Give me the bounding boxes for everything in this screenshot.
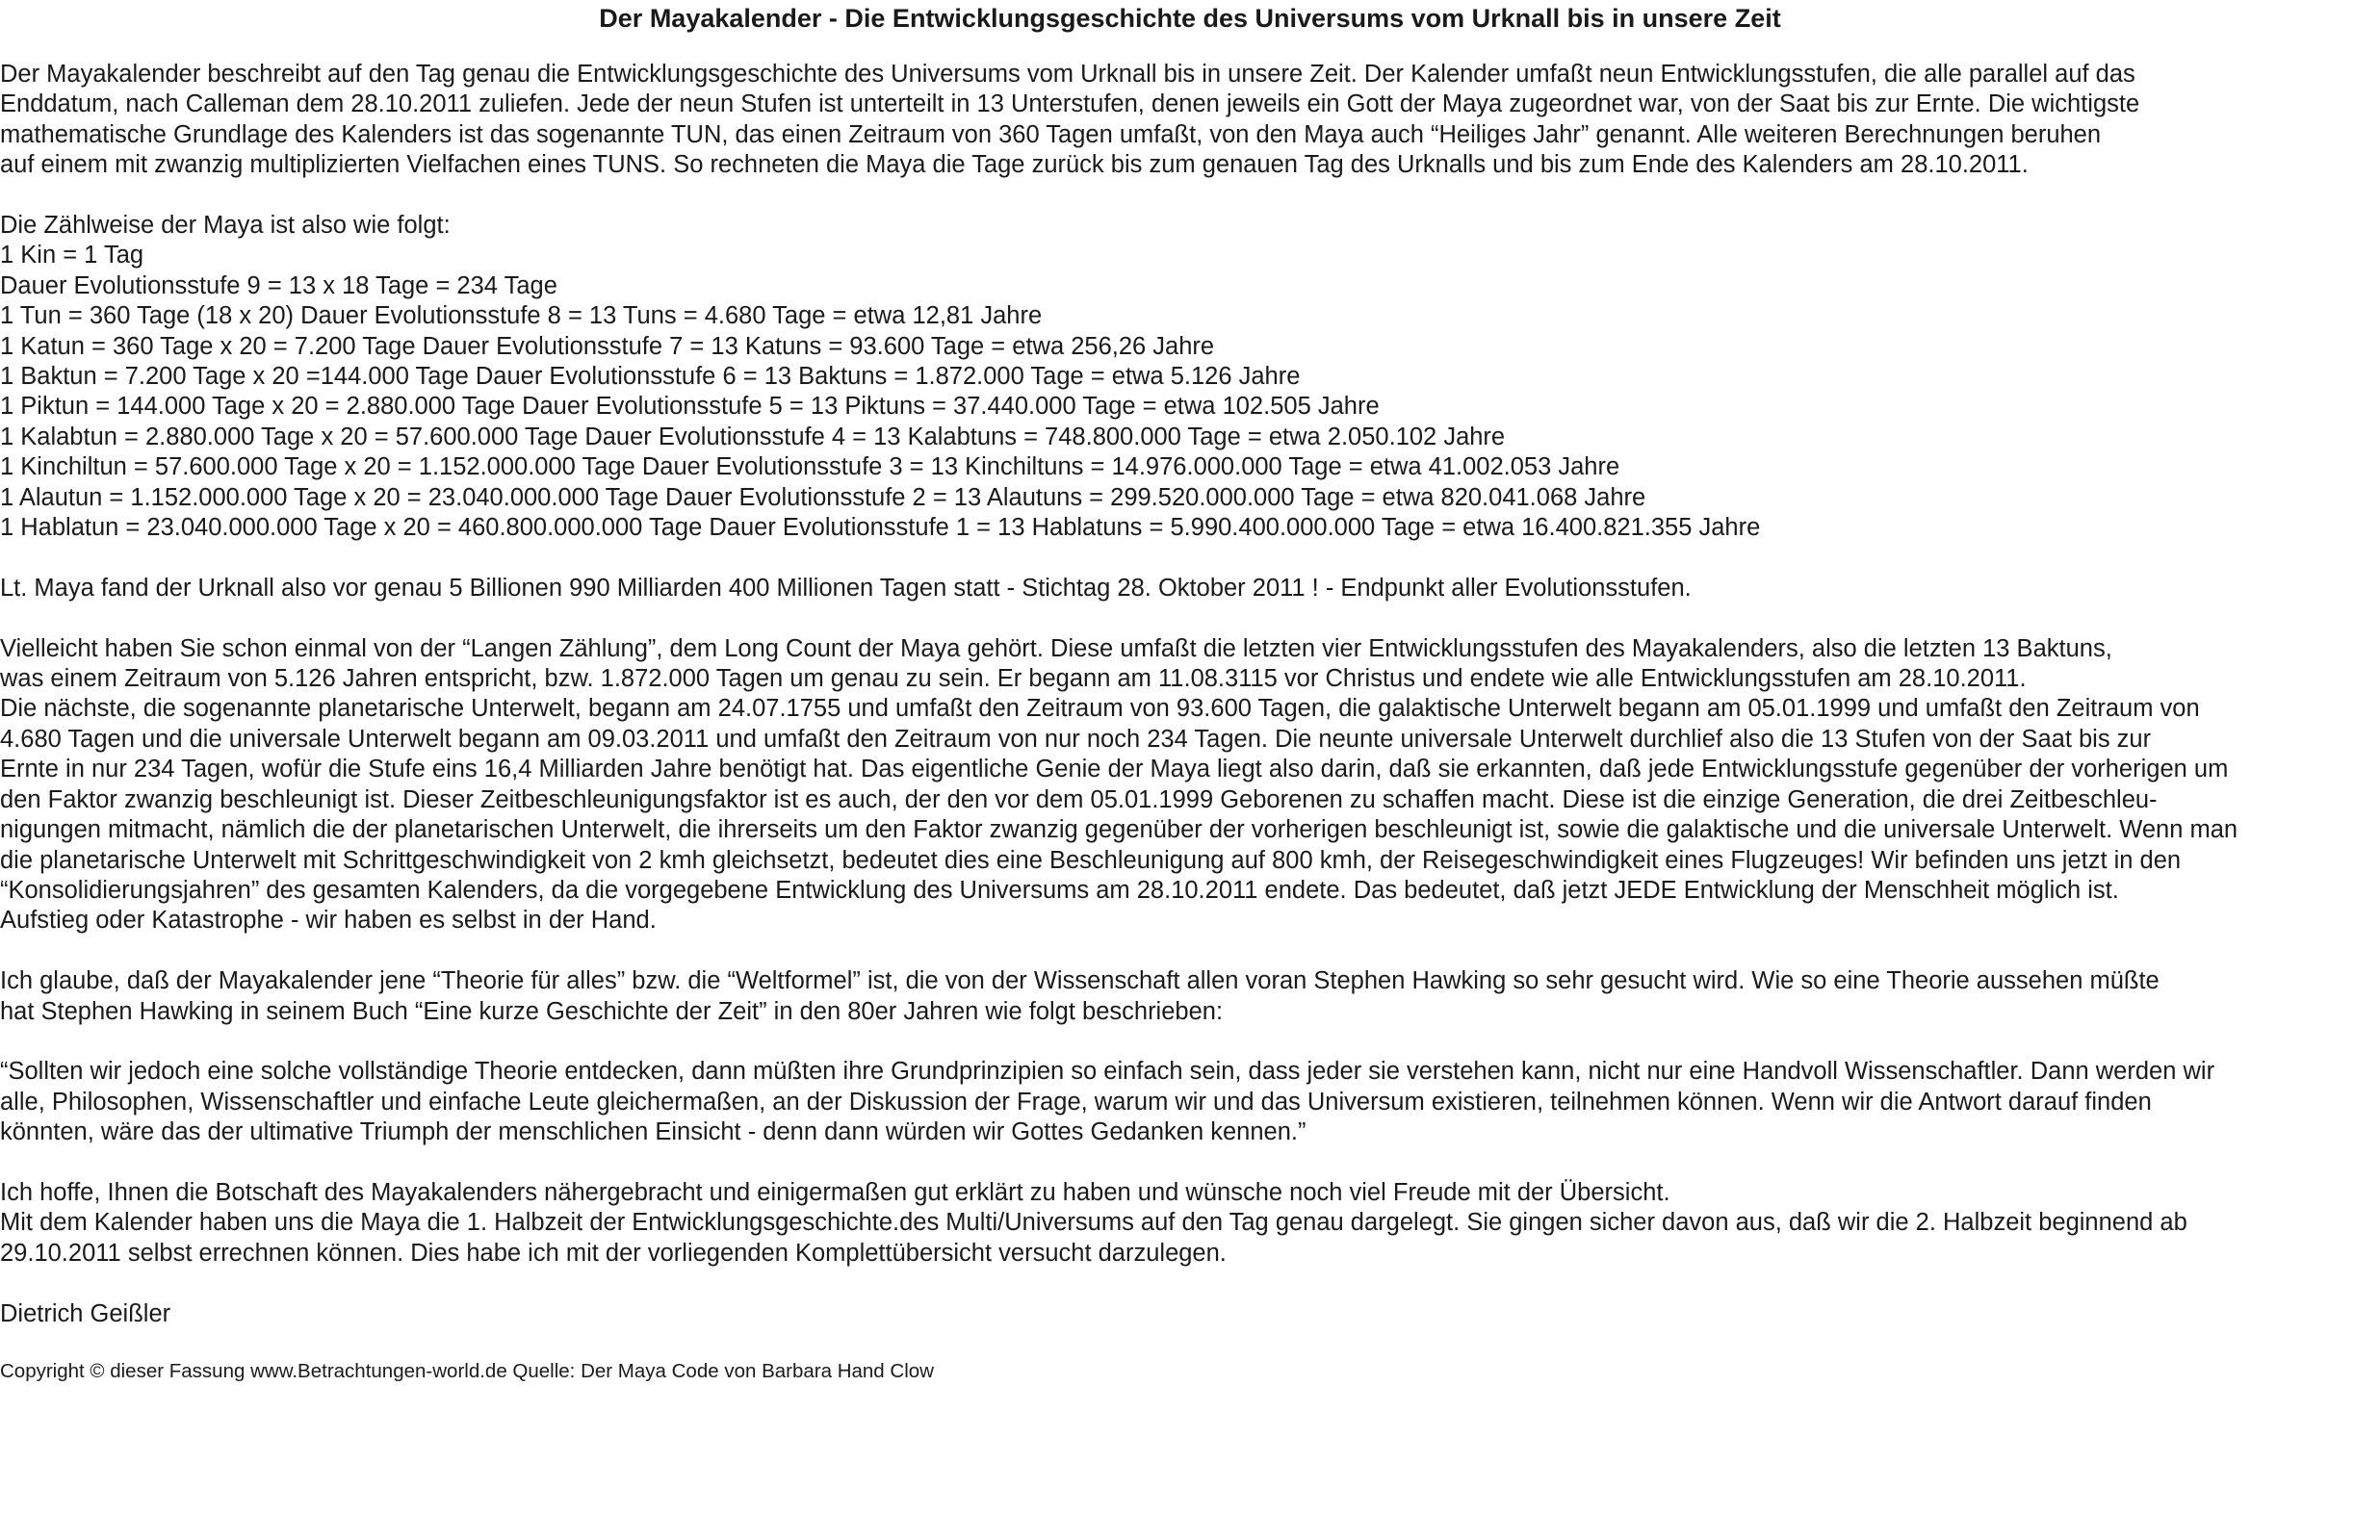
text-line: Dauer Evolutionsstufe 9 = 13 x 18 Tage = 234 Tage bbox=[0, 271, 557, 299]
text-line: Die Zählweise der Maya ist also wie folgt: bbox=[0, 212, 451, 240]
copyright-note: Copyright © dieser Fassung www.Betrachtungen-world.de Quelle: Der Maya Code von Barbara Hand Clow bbox=[0, 1360, 934, 1382]
theory-paragraph bbox=[0, 966, 2380, 1027]
text-line: 1 Baktun = 7.200 Tage x 20 =144.000 Tage Dauer Evolutionsstufe 6 = 13 Baktuns = 1.872.000 Tage = etwa 5.126 Jahre bbox=[0, 363, 1301, 391]
counting-list bbox=[0, 211, 2380, 543]
text-line: könnten, wäre das der ultimative Triumph der menschlichen Einsicht - denn dann würden wir Gottes Gedanken kennen.” bbox=[0, 1118, 1306, 1146]
text-line: “Sollten wir jedoch eine solche vollständige Theorie entdecken, dann müßten ihre Grundprinzipien so einfach sein, dass jeder sie verstehen kann, nicht nur eine Handvoll Wissenschaftler. Dann werden wir bbox=[0, 1058, 2215, 1086]
text-line: die planetarische Unterwelt mit Schrittgeschwindigkeit von 2 kmh gleichsetzt, bedeutet dies eine Beschleunigung auf 800 kmh, der Reisegeschwindigkeit eines Flugzeuges! Wir befinden uns jetzt in den bbox=[0, 846, 2182, 874]
document-body bbox=[0, 60, 2380, 1359]
text-line: Ich glaube, daß der Mayakalender jene “Theorie für alles” bzw. die “Weltformel” ist, die von der Wissenschaft allen voran Stephen Hawking so sehr gesucht wird. Wie so eine Theorie aussehen müßte bbox=[0, 967, 2160, 995]
text-line: “Konsolidierungsjahren” des gesamten Kalenders, da die vorgegebene Entwicklung des Universums am 28.10.2011 endete. Das bedeutet, daß jetzt JEDE Entwicklung der Menschheit möglich ist. bbox=[0, 876, 2119, 904]
text-line: 1 Alautun = 1.152.000.000 Tage x 20 = 23.040.000.000 Tage Dauer Evolutionsstufe 2 = 13 Alautuns = 299.520.000.000 Tage = etwa 820.041.068 Jahre bbox=[0, 483, 1646, 511]
text-line: Ernte in nur 234 Tagen, wofür die Stufe eins 16,4 Milliarden Jahre benötigt hat. Das eigentliche Genie der Maya liegt also darin, daß sie erkannten, daß jede Entwicklungsstufe gegenüber der vorherigen um bbox=[0, 756, 2229, 783]
text-line: 1 Kin = 1 Tag bbox=[0, 242, 144, 270]
text-line: alle, Philosophen, Wissenschaftler und einfache Leute gleichermaßen, an der Diskussion der Frage, warum wir und das Universum existieren, teilnehmen können. Wenn wir die Antwort darauf finden bbox=[0, 1088, 2152, 1116]
text-line: Dietrich Geißler bbox=[0, 1299, 171, 1327]
text-line: Lt. Maya fand der Urknall also vor genau 5 Billionen 990 Milliarden 400 Millionen Tagen statt - Stichtag 28. Oktober 2011 ! - Endpunkt aller Evolutionsstufen. bbox=[0, 574, 1692, 602]
text-line: 1 Hablatun = 23.040.000.000 Tage x 20 = 460.800.000.000 Tage Dauer Evolutionsstufe 1 = 13 Hablatuns = 5.990.400.000.000 Tage = etwa 16.400.821.355 Jahre bbox=[0, 514, 1761, 542]
text-line: 1 Tun = 360 Tage (18 x 20) Dauer Evolutionsstufe 8 = 13 Tuns = 4.680 Tage = etwa 12,81 Jahre bbox=[0, 302, 1043, 330]
text-line: was einem Zeitraum von 5.126 Jahren entspricht, bzw. 1.872.000 Tagen um genau zu sein. Er begann am 11.08.3115 vor Christus und endete wie alle Entwicklungsstufen am 28.10.2011. bbox=[0, 665, 2027, 693]
big-bang-paragraph bbox=[0, 574, 2380, 603]
text-line: Der Mayakalender beschreibt auf den Tag genau die Entwicklungsgeschichte des Universums vom Urknall bis in unsere Zeit. Der Kalender umfaßt neun Entwicklungsstufen, die alle parallel auf das bbox=[0, 61, 2135, 88]
text-line: 1 Kalabtun = 2.880.000 Tage x 20 = 57.600.000 Tage Dauer Evolutionsstufe 4 = 13 Kalabtuns = 748.800.000 Tage = etwa 2.050.102 Jahre bbox=[0, 423, 1506, 450]
text-line: Enddatum, nach Calleman dem 28.10.2011 zuliefen. Jede der neun Stufen ist unterteilt in 13 Unterstufen, denen jeweils ein Gott der Maya zugeordnet war, von der Saat bis zur Ernte. Die wichtigste bbox=[0, 90, 2140, 118]
author-signature bbox=[0, 1299, 2380, 1329]
text-line: nigungen mitmacht, nämlich die der planetarischen Unterwelt, die ihrerseits um den Faktor zwanzig gegenüber der vorherigen beschleunigt ist, sowie die galaktische und die universale Unterwelt. Wenn man bbox=[0, 816, 2238, 844]
text-line: 1 Piktun = 144.000 Tage x 20 = 2.880.000 Tage Dauer Evolutionsstufe 5 = 13 Piktuns = 37.440.000 Tage = etwa 102.505 Jahre bbox=[0, 393, 1380, 421]
text-line: Ich hoffe, Ihnen die Botschaft des Mayakalenders nähergebracht und einigermaßen gut erklärt zu haben und wünsche noch viel Freude mit der Übersicht. bbox=[0, 1178, 1670, 1206]
text-line: 1 Kinchiltun = 57.600.000 Tage x 20 = 1.152.000.000 Tage Dauer Evolutionsstufe 3 = 13 Kinchiltuns = 14.976.000.000 Tage = etwa 41.002.053 Jahre bbox=[0, 453, 1620, 481]
closing-paragraph bbox=[0, 1178, 2380, 1269]
intro-paragraph bbox=[0, 60, 2380, 181]
text-line: 4.680 Tagen und die universale Unterwelt begann am 09.03.2011 und umfaßt den Zeitraum von nur noch 234 Tagen. Die neunte universale Unterwelt durchlief also die 13 Stufen von der Saat bis zur bbox=[0, 725, 2152, 753]
text-line: auf einem mit zwanzig multiplizierten Vielfachen eines TUNS. So rechneten die Maya die Tage zurück bis zum genauen Tag des Urknalls und bis zum Ende des Kalenders am 28.10.2011. bbox=[0, 151, 2029, 179]
text-line: Mit dem Kalender haben uns die Maya die 1. Halbzeit der Entwicklungsgeschichte.des Multi/Universums auf den Tag genau dargelegt. Sie gingen sicher davon aus, daß wir die 2. Halbzeit beginnend ab bbox=[0, 1209, 2187, 1237]
text-line: hat Stephen Hawking in seinem Buch “Eine kurze Geschichte der Zeit” in den 80er Jahren wie folgt beschrieben: bbox=[0, 997, 1224, 1025]
text-line: Aufstieg oder Katastrophe - wir haben es selbst in der Hand. bbox=[0, 907, 657, 935]
long-count-paragraph bbox=[0, 634, 2380, 937]
text-line: den Faktor zwanzig beschleunigt ist. Dieser Zeitbeschleunigungsfaktor ist es auch, der den vor dem 05.01.1999 Geborenen zu schaffen macht. Diese ist die einzige Generation, die drei Zeitbeschleu- bbox=[0, 785, 2158, 813]
text-line: Vielleicht haben Sie schon einmal von der “Langen Zählung”, dem Long Count der Maya gehört. Diese umfaßt die letzten vier Entwicklungsstufen des Mayakalenders, also die letzten 13 Baktuns, bbox=[0, 634, 2112, 662]
text-line: mathematische Grundlage des Kalenders ist das sogenannte TUN, das einen Zeitraum von 360 Tagen umfaßt, von den Maya auch “Heiliges Jahr” genannt. Alle weiteren Berechnungen beruhen bbox=[0, 120, 2102, 148]
text-line: Die nächste, die sogenannte planetarische Unterwelt, begann am 24.07.1755 und umfaßt den Zeitraum von 93.600 Tagen, die galaktische Unterwelt begann am 05.01.1999 und umfaßt den Zeitraum von bbox=[0, 695, 2200, 723]
text-line: 1 Katun = 360 Tage x 20 = 7.200 Tage Dauer Evolutionsstufe 7 = 13 Katuns = 93.600 Tage = etwa 256,26 Jahre bbox=[0, 332, 1215, 360]
hawking-quote bbox=[0, 1057, 2380, 1147]
text-line: 29.10.2011 selbst errechnen können. Dies habe ich mit der vorliegenden Komplettübersicht versucht darzulegen. bbox=[0, 1239, 1227, 1267]
document-title: Der Mayakalender - Die Entwicklungsgeschichte des Universums vom Urknall bis in unsere Zeit bbox=[599, 4, 1781, 33]
